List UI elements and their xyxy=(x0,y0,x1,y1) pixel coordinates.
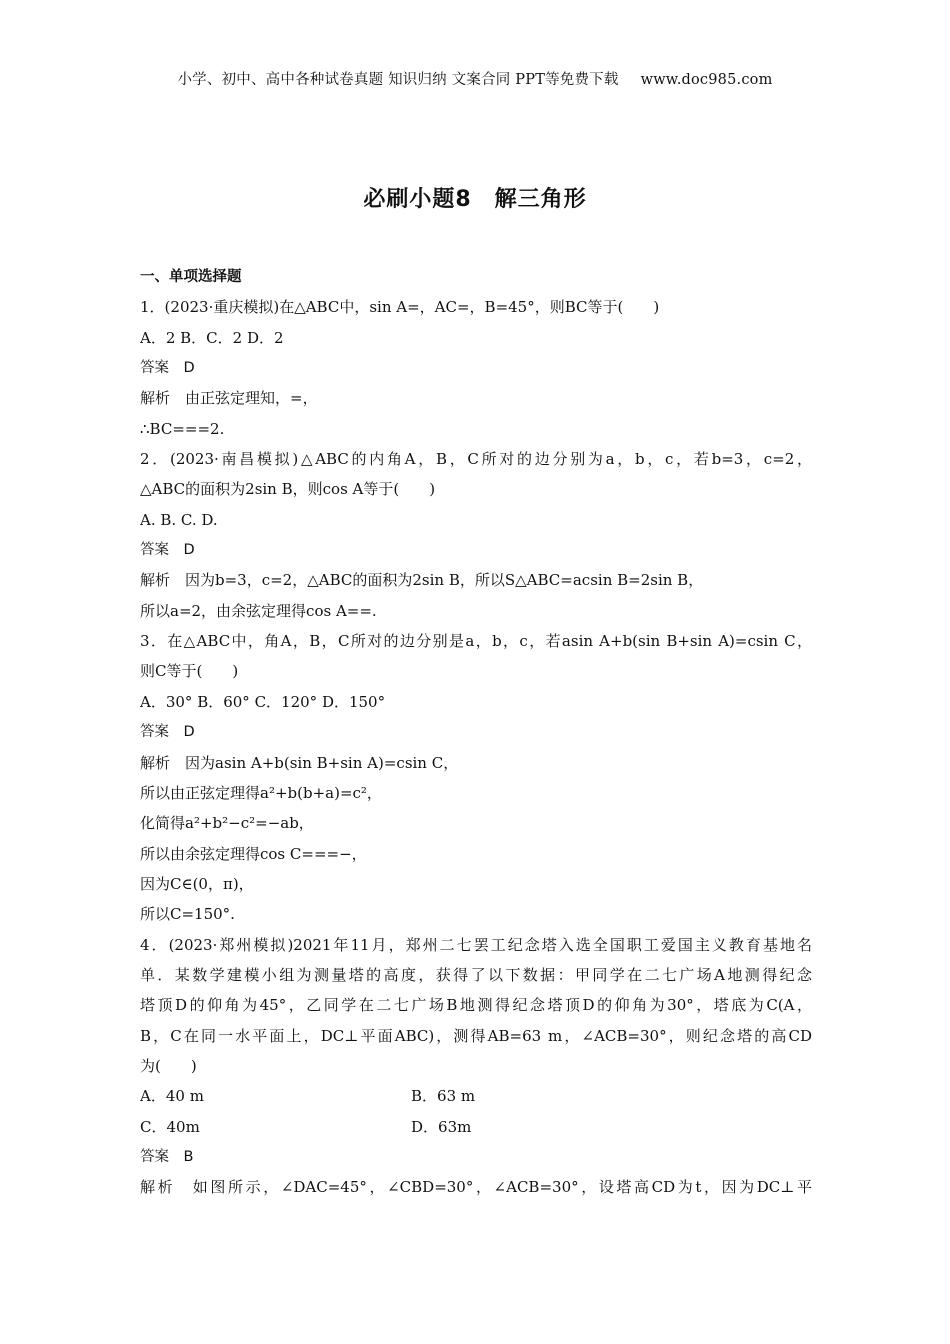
q1-stem: 1．(2023·重庆模拟)在△ABC中，sin A=，AC=，B=45°，则BC等于( ) xyxy=(140,298,660,317)
section-heading: 一、单项选择题 xyxy=(140,269,242,285)
header-text: 小学、初中、高中各种试卷真题 知识归纳 文案合同 PPT等免费下载 xyxy=(177,72,619,88)
q3-explanation-2: 所以由正弦定理得a²+b(b+a)=c²， xyxy=(140,783,382,802)
q4-stem-5: 为( ) xyxy=(140,1056,197,1075)
q4-choice-c: C．40m xyxy=(140,1117,200,1136)
q4-choice-b: B．63 m xyxy=(411,1087,476,1106)
q3-answer: 答案 D xyxy=(140,724,195,741)
q4-stem-2: 单．某数学建模小组为测量塔的高度，获得了以下数据：甲同学在二七广场A地测得纪念 xyxy=(140,965,812,984)
page-title: 必刷小题8 解三角形 xyxy=(363,187,587,212)
q4-choices-row-2 xyxy=(140,1112,812,1142)
q3-explanation-5: 因为C∈(0，π)， xyxy=(140,874,254,893)
q4-stem-1: 4．(2023·郑州模拟)2021年11月，郑州二七罢工纪念塔入选全国职工爱国主义教育基地名 xyxy=(140,935,812,954)
q4-stem-3: 塔顶D的仰角为45°，乙同学在二七广场B地测得纪念塔顶D的仰角为30°，塔底为C(A， xyxy=(140,996,812,1015)
q2-explanation-1: 解析 因为b=3，c=2，△ABC的面积为2sin B，所以S△ABC=acsin B=2sin B， xyxy=(140,571,704,590)
q1-explanation-2: ∴BC===2. xyxy=(140,419,225,438)
q1-choices: A．2 B．C．2 D．2 xyxy=(140,328,284,347)
q4-answer: 答案 B xyxy=(140,1148,194,1165)
header-url[interactable]: www.doc985.com xyxy=(640,72,773,88)
q3-stem-1: 3．在△ABC中，角A，B，C所对的边分别是a，b，c，若asin A+b(sin B+sin A)=csin C， xyxy=(140,632,812,651)
q4-choices-row-1 xyxy=(140,1081,812,1111)
q3-explanation-4: 所以由余弦定理得cos C===−， xyxy=(140,844,367,863)
q2-stem-2: △ABC的面积为2sin B，则cos A等于( ) xyxy=(140,480,436,499)
q4-stem-4: B，C在同一水平面上，DC⊥平面ABC)，测得AB=63 m，∠ACB=30°，则纪念塔的高CD xyxy=(140,1026,812,1045)
q4-choice-d: D．63m xyxy=(411,1117,472,1136)
q1-explanation-1: 解析 由正弦定理知，=， xyxy=(140,389,318,408)
q3-explanation-3: 化简得a²+b²−c²=−ab， xyxy=(140,814,314,833)
q4-choice-a: A．40 m xyxy=(140,1087,204,1106)
page-header xyxy=(0,68,950,89)
q3-choices: A．30° B．60° C．120° D．150° xyxy=(140,692,386,711)
q2-explanation-2: 所以a=2，由余弦定理得cos A==. xyxy=(140,601,377,620)
q4-explanation-1: 解析 如图所示，∠DAC=45°，∠CBD=30°，∠ACB=30°，设塔高CD为t，因为DC⊥平 xyxy=(140,1178,812,1197)
q3-stem-2: 则C等于( ) xyxy=(140,662,239,681)
q2-answer: 答案 D xyxy=(140,542,195,559)
q3-explanation-6: 所以C=150°. xyxy=(140,905,235,924)
q2-stem-1: 2．(2023·南昌模拟)△ABC的内角A，B，C所对的边分别为a，b，c，若b=3，c=2， xyxy=(140,450,812,469)
document-body xyxy=(140,262,812,1203)
q1-answer: 答案 D xyxy=(140,360,195,377)
q3-explanation-1: 解析 因为asin A+b(sin B+sin A)=csin C， xyxy=(140,753,459,772)
q2-choices: A. B. C. D. xyxy=(140,510,218,529)
